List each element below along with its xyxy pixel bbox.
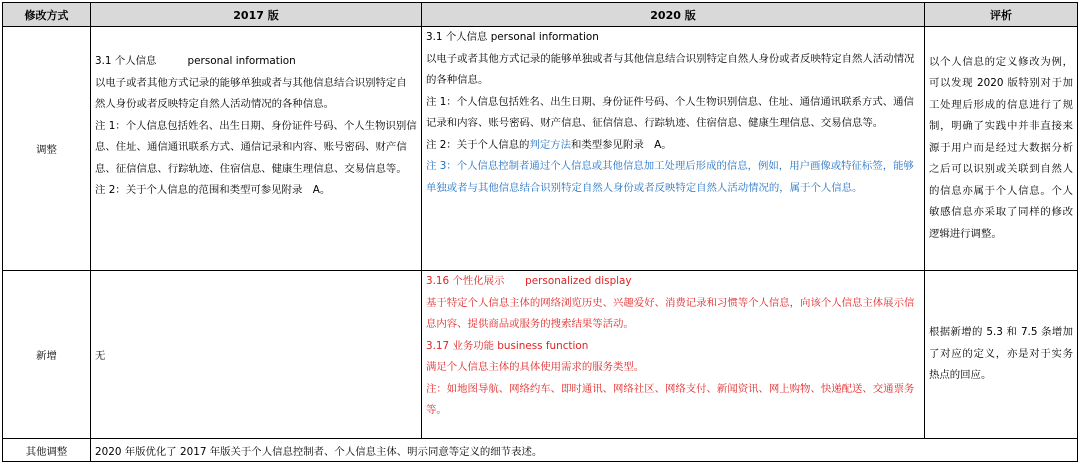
text-span: 注 2：关于个人信息的	[426, 138, 530, 151]
eval-cell: 根据新增的 5.3 和 7.5 条增加了对应的定义，亦是对于实务热点的回应。	[925, 271, 1078, 439]
table-row	[3, 439, 1078, 462]
text-line: 以电子或者其他方式记录的能够单独或者与其他信息结合识别特定自然人身份或者反映特定自然人活动情况的各种信息。	[95, 76, 407, 110]
header-cell: 修改方式	[3, 3, 91, 27]
text-line: 3.1 个人信息 personal information	[95, 55, 296, 67]
eval-cell: 以个人信息的定义修改为例，可以发现 2020 版特别对于加工处理后形成的信息进行了规制，明确了实践中并非直接来源于用户而是经过大数据分析之后可以识别或关联到自然人的信息亦属于个人信息。个人敏感信息亦采取了同样的修改逻辑进行调整。	[925, 27, 1078, 271]
text-span: 和类型参见附录 A。	[571, 138, 672, 151]
v2020-cell	[422, 27, 925, 271]
text-line: 注 2：关于个人信息的范围和类型可参见附录 A。	[95, 184, 331, 196]
type-cell: 其他调整	[3, 439, 91, 462]
v2020-cell	[422, 271, 925, 439]
v2017-cell	[91, 27, 422, 271]
text-line: 注 1：个人信息包括姓名、出生日期、身份证件号码、个人生物识别信息、住址、通信通讯联系方式、通信记录和内容、账号密码、财产信息、征信信息、行踪轨迹、住宿信息、健康生理信息、交易信息等。	[426, 95, 914, 129]
header-cell: 评析	[925, 3, 1078, 27]
header-cell: 2020 版	[422, 3, 925, 27]
header-cell: 2017 版	[91, 3, 422, 27]
text-line-highlight: 注 3：个人信息控制者通过个人信息或其他信息加工处理后形成的信息，例如，用户画像或特征标签，能够单独或者与其他信息结合识别特定自然人身份或者反映特定自然人活动情况的，属于个人信息。	[426, 160, 914, 194]
type-cell: 新增	[3, 271, 91, 439]
text-line: 满足个人信息主体的具体使用需求的服务类型。	[426, 361, 645, 373]
type-cell: 调整	[3, 27, 91, 271]
header-row	[3, 3, 1078, 27]
text-line: 3.16 个性化展示 personalized display	[426, 275, 632, 287]
text-line: 以电子或者其他方式记录的能够单独或者与其他信息结合识别特定自然人身份或者反映特定自然人活动情况的各种信息。	[426, 52, 915, 86]
comparison-table	[2, 2, 1078, 462]
text-line: 注 1：个人信息包括姓名、出生日期、身份证件号码、个人生物识别信息、住址、通信通讯联系方式、通信记录和内容、账号密码、财产信息、征信信息、行踪轨迹、住宿信息、健康生理信息、交易信息等。	[95, 119, 417, 175]
text-line	[426, 135, 920, 157]
text-line: 3.1 个人信息 personal information	[426, 31, 599, 43]
other-cell: 2020 年版优化了 2017 年版关于个人信息控制者、个人信息主体、明示同意等定义的细节表述。	[91, 439, 1078, 462]
table-row	[3, 27, 1078, 271]
highlight-span: 判定方法	[529, 138, 571, 151]
v2017-cell: 无	[91, 271, 422, 439]
text-line: 基于特定个人信息主体的网络浏览历史、兴趣爱好、消费记录和习惯等个人信息，向该个人信息主体展示信息内容、提供商品或服务的搜索结果等活动。	[426, 296, 915, 330]
text-line: 注：如地图导航、网络约车、即时通讯、网络社区、网络支付、新闻资讯、网上购物、快递配送、交通票务等。	[426, 382, 915, 416]
text-line: 3.17 业务功能 business function	[426, 339, 589, 352]
table-row	[3, 271, 1078, 439]
